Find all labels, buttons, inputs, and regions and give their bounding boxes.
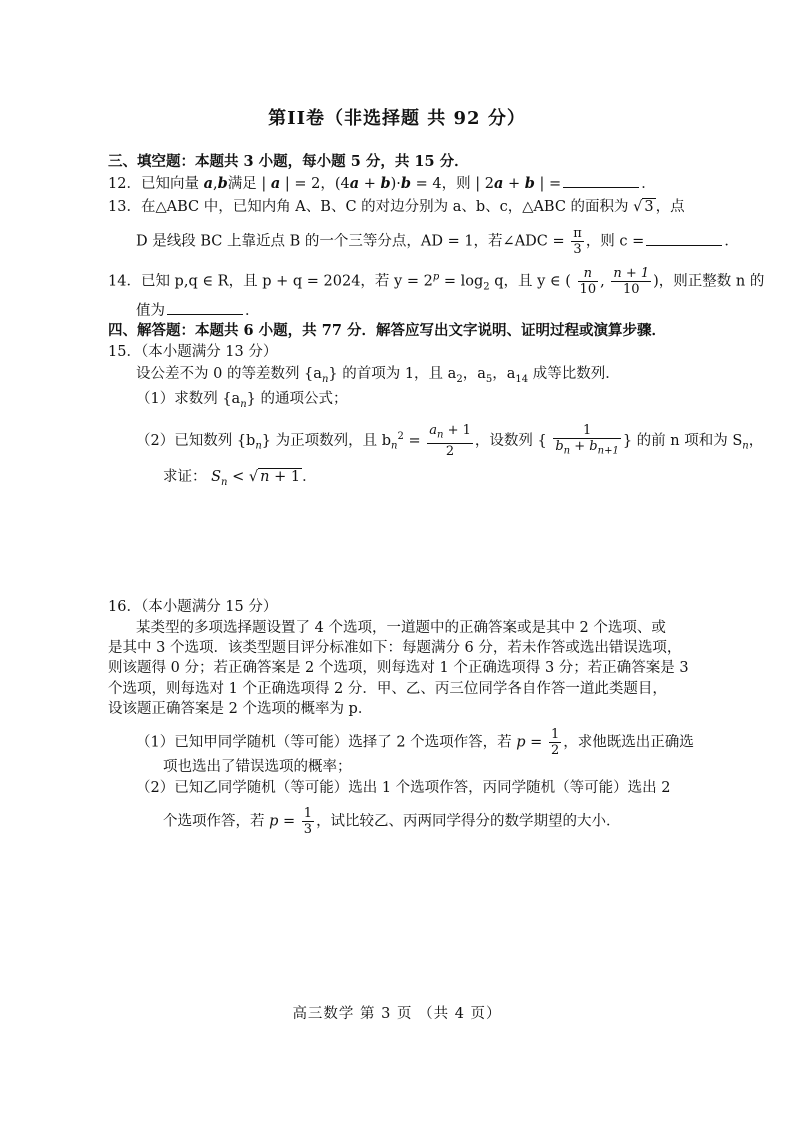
question-15-part2: （2）已知数列 $\{b_n\}$ 为正项数列，且 $b_n^2$ = $\frac{a_n + 1}{2}$ ，设数列 { $\frac{1}{b_n + b_{n+1}}$ } 的前 n 项和为 $S_n$， bbox=[136, 423, 764, 459]
question-13-line2: D 是线段 BC 上靠近点 B 的一个三等分点，AD = 1，若∠ADC = $\frac{\pi}{3}$ ，则 c = ． bbox=[136, 226, 739, 257]
page-footer: 高三数学 第 3 页 （共 4 页） bbox=[292, 1006, 502, 1022]
question-15-stem: 设公差不为 0 的等差数列 $\{a_n\}$ 的首项为 1，且 $a_2$，$a_5$，$a_{14}$ 成等比数列． bbox=[136, 366, 620, 385]
question-16-part2: （2）已知乙同学随机（等可能）选出 1 个选项作答，丙同学随机（等可能）选出 2 bbox=[136, 780, 671, 796]
answer-blank-13[interactable] bbox=[646, 231, 722, 246]
section4-header: 四、解答题：本题共 6 小题，共 77 分．解答应写出文字说明、证明过程或演算步骤． bbox=[108, 322, 666, 339]
question-16-part1: （1）已知甲同学随机（等可能）选择了 2 个选项作答，若 p = $\frac{1}{2}$ ，求他既选出正确选 bbox=[136, 727, 694, 758]
question-16-stem-line: 是其中 3 个选项．该类型题目评分标准如下：每题满分 6 分，若未作答或选出错误选项， bbox=[108, 640, 682, 656]
page-title: 第II卷（非选择题 共 92 分） bbox=[268, 108, 526, 129]
question-16-stem-line: 则该题得 0 分；若正确答案是 2 个选项，则每选对 1 个正确选项得 3 分；若正确答案是 3 bbox=[108, 660, 689, 676]
question-16-stem-line: 个选项，则每选对 1 个正确选项得 2 分．甲、乙、丙三位同学各自作答一道此类题目， bbox=[108, 681, 667, 697]
question-15-head: 15．（本小题满分 13 分） bbox=[108, 344, 278, 360]
answer-blank-14[interactable] bbox=[167, 300, 243, 315]
question-16-part2-cont: 个选项作答，若 p = $\frac{1}{3}$ ，试比较乙、丙两同学得分的数学期望的大小． bbox=[163, 806, 621, 837]
question-15-proof: 求证： $S_n$ < √ n + 1 ． bbox=[163, 469, 317, 488]
section3-header: 三、填空题：本题共 3 小题，每小题 5 分，共 15 分． bbox=[108, 153, 469, 170]
question-16-stem-line: 设该题正确答案是 2 个选项的概率为 p． bbox=[108, 701, 373, 717]
question-13-line1: 13．在△ABC 中，已知内角 A、B、C 的对边分别为 a、b、c，△ABC 的面积为 √ 3 ，点 bbox=[108, 199, 685, 215]
question-14-line2: 值为 ． bbox=[136, 300, 260, 321]
question-16-head: 16．（本小题满分 15 分） bbox=[108, 599, 278, 615]
question-16-part1-cont: 项也选出了错误选项的概率； bbox=[163, 759, 352, 775]
answer-blank-12[interactable] bbox=[563, 173, 639, 188]
question-16-stem-line: 某类型的多项选择题设置了 4 个选项，一道题中的正确答案或是其中 2 个选项、或 bbox=[136, 620, 666, 636]
question-14-line1: 14．已知 p,q ∈ R，且 p + q = 2024，若 $y = 2^p = \log_2 q$，且 y ∈ ( $\frac{n}{10}$ , $\frac{n + 1}{10}$ )，则正整数 n 的 bbox=[108, 266, 765, 297]
question-15-part1: （1）求数列 $\{a_n\}$ 的通项公式； bbox=[136, 391, 348, 410]
question-12: 12．已知向量 a,b满足 | a | = 2，(4a + b)·b = 4，则 | 2a + b | = ． bbox=[108, 175, 656, 192]
